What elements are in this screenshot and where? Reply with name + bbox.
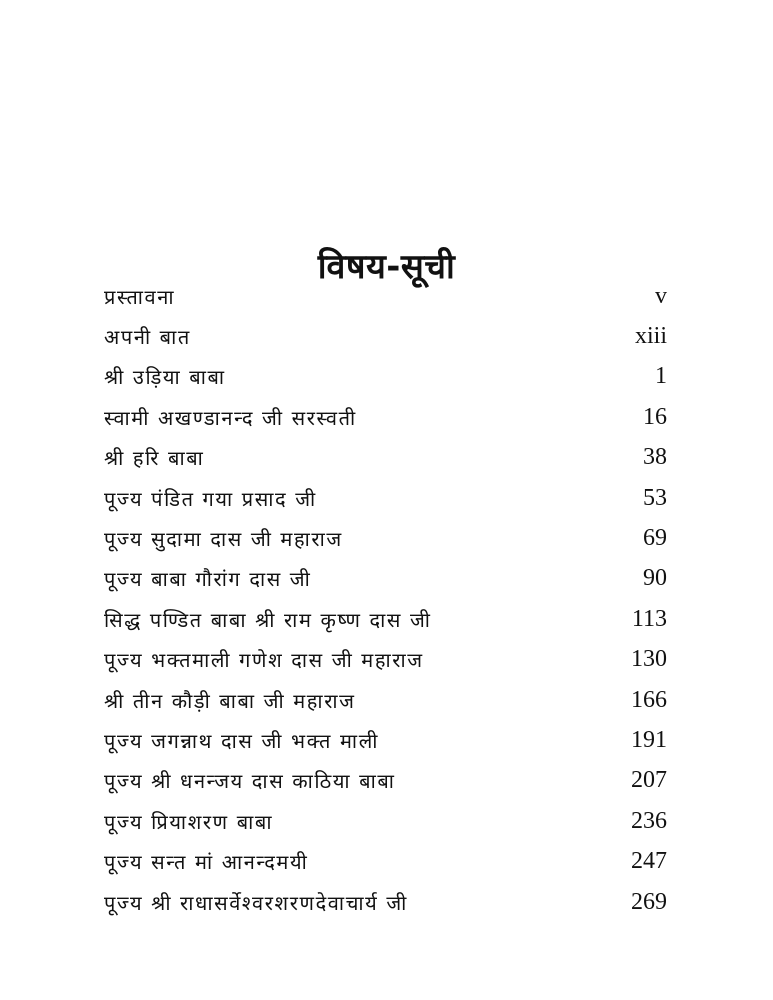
toc-entry-page: 166 [631, 686, 667, 713]
toc-entry-title: स्वामी अखण्डानन्द जी सरस्वती [104, 405, 357, 430]
toc-entry [104, 841, 667, 881]
toc-entry [104, 518, 667, 558]
toc-entry-title: पूज्य श्री राधासर्वेश्वरशरणदेवाचार्य जी [104, 890, 408, 915]
toc-entry-page: 69 [643, 525, 667, 552]
toc-entry-page: 130 [631, 646, 667, 673]
toc-entry-title: अपनी बात [104, 325, 191, 350]
page-title: विषय-सूची [317, 246, 456, 287]
toc-entry-title: श्री उड़िया बाबा [104, 365, 226, 390]
toc-entry [104, 761, 667, 801]
toc-entry-title: श्री हरि बाबा [104, 446, 205, 471]
toc-entry-title: पूज्य जगन्नाथ दास जी भक्त माली [104, 728, 380, 753]
toc-entry [104, 276, 667, 316]
toc-entry-page: 113 [631, 605, 667, 632]
toc-entry-title: पूज्य सुदामा दास जी महाराज [104, 527, 343, 552]
toc-entry [104, 357, 667, 397]
toc-entry-page: 269 [631, 888, 667, 915]
toc-entry-title: पूज्य सन्त मां आनन्दमयी [104, 850, 309, 875]
toc-entry-title: पूज्य प्रियाशरण बाबा [104, 809, 274, 834]
toc-entry [104, 680, 667, 720]
toc-entry [104, 478, 667, 518]
toc-entry-title: पूज्य बाबा गौरांग दास जी [104, 567, 312, 592]
toc-entry-title: पूज्य पंडित गया प्रसाद जी [104, 486, 317, 511]
toc-entry-title: प्रस्तावना [104, 284, 176, 309]
toc-entry [104, 438, 667, 478]
toc-entry-page: 191 [631, 726, 667, 753]
toc-entry [104, 397, 667, 437]
toc-entry-page: 247 [631, 848, 667, 875]
toc-entry-page: xiii [634, 323, 667, 350]
toc-entry-page: 53 [643, 484, 667, 511]
toc-entry-page: 236 [631, 807, 667, 834]
toc-entry [104, 316, 667, 356]
toc-entry-page: 16 [643, 403, 667, 430]
toc-entry [104, 882, 667, 922]
toc-entry-page: 207 [631, 767, 667, 794]
toc-entry [104, 599, 667, 639]
table-of-contents [104, 276, 667, 922]
toc-entry-page: 38 [643, 444, 667, 471]
toc-entry [104, 640, 667, 680]
toc-entry [104, 801, 667, 841]
toc-entry [104, 559, 667, 599]
toc-entry-title: सिद्ध पण्डित बाबा श्री राम कृष्ण दास जी [104, 607, 432, 632]
toc-entry-page: v [655, 282, 667, 309]
toc-entry-title: पूज्य श्री धनन्जय दास काठिया बाबा [104, 769, 396, 794]
toc-entry-title: श्री तीन कौड़ी बाबा जी महाराज [104, 688, 356, 713]
toc-entry [104, 720, 667, 760]
toc-entry-page: 1 [655, 363, 667, 390]
toc-entry-page: 90 [643, 565, 667, 592]
toc-entry-title: पूज्य भक्तमाली गणेश दास जी महाराज [104, 648, 424, 673]
